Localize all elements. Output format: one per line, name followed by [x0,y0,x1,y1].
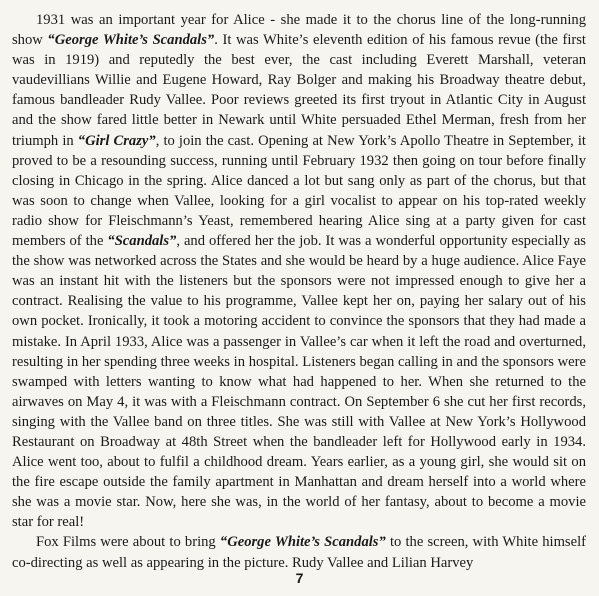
text-segment: to the screen, with White himself co-directing as well as appearing in the picture. Rudy Vallee and Lilian Harvey [12,534,586,571]
page-body [12,10,586,573]
text-segment: , to join the cast. Opening at New York’s Apollo Theatre in September, it proved to be a resounding success, running until February 1932 then going on tour before finally closing in Chicago in the spring. Alice danced a lot but sang only as part of the chorus, but that was soon to change when Vallee, looking for a girl vocalist to appear on his top-rated weekly radio show for Fleischmann’s Yeast, remembered hearing Alice sing at a party given for cast members of the [12,132,586,250]
page-number: 7 [295,570,304,586]
show-title-scandals: “Scandals” [107,233,177,250]
text-segment: . It was White’s eleventh edition of his famous revue (the first was in 1919) and reputedly the best ever, the cast including Everett Marshall, veteran vaudevillians Willie and Eugene Howard, Ray Bolger and making his Broadway theatre debut, famous bandleader Rudy Vallee. Poor reviews greeted its first tryout in Atlantic City in August and the show fared little better in Newark until White persuaded Ethel Merman, fresh from her triumph in [12,32,586,149]
paragraph-fox-films [12,532,586,572]
text-segment: 1931 was an important year for Alice - she made it to the chorus line of the long-running show [12,12,586,49]
text-segment: , and offered her the job. It was a wonderful opportunity especially as the show was networked across the States and she would be heard by a huge audience. Alice Faye was an instant hit with the listeners but the sponsors were not impressed enough to give her a contract. Realising the value to his programme, Vallee kept her on, paying her salary out of his own pocket. Ironically, it took a motoring accident to convince the sponsors that they had made a mistake. In April 1933, Alice was a passenger in Vallee’s car when it left the road and overturned, resulting in her spending three weeks in hospital. Listeners began calling in and the sponsors were swamped with letters wanting to know what had happened to her. When she returned to the airwaves on May 4, it was with a Fleischmann contract. On September 6 she cut her first records, singing with the Vallee band on three titles. She was still with Vallee at New York’s Hollywood Restaurant on Broadway at 48th Street when the bandleader left for Hollywood early in 1934. Alice went too, about to fulfil a childhood dream. Years earlier, as a young girl, she would sit on the fire escape outside the family apartment in Manhattan and dream herself into a world where she was a movie star. Now, here she was, in the world of her fantasy, about to become a movie star for real! [12,233,586,531]
text-segment: Fox Films were about to bring [36,534,220,551]
show-title-george-whites-scandals: “George White’s Scandals” [219,534,386,551]
paragraph-alice-1931 [12,10,586,532]
show-title-george-whites-scandals: “George White’s Scandals” [47,32,215,49]
show-title-girl-crazy: “Girl Crazy” [77,132,156,149]
